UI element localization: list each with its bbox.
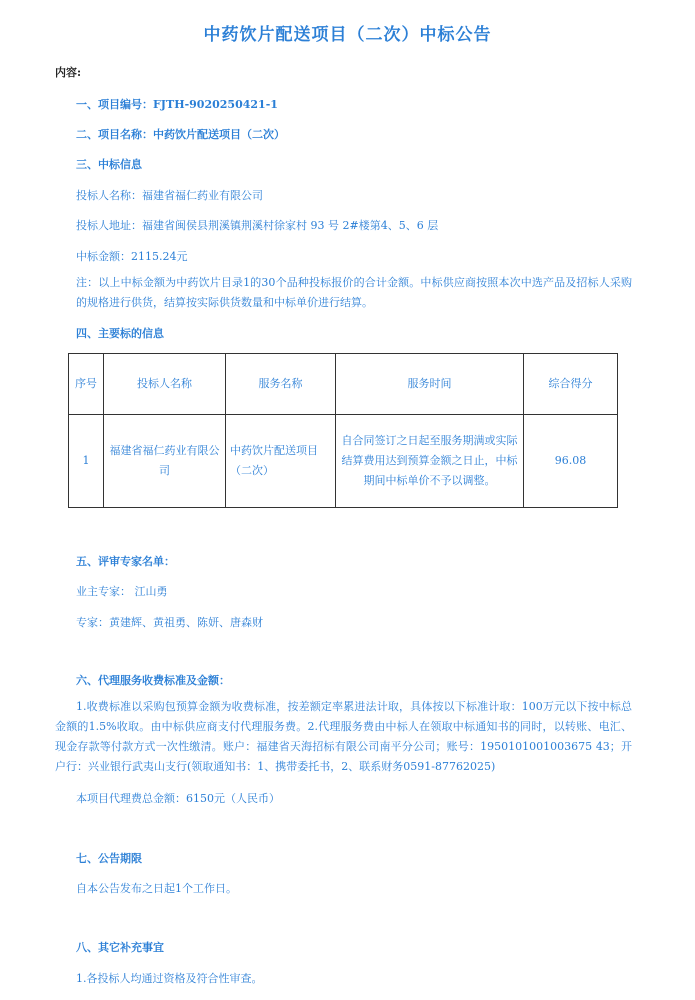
header-seq: 序号 bbox=[69, 354, 104, 415]
header-service-time: 服务时间 bbox=[336, 354, 524, 415]
cell-bidder: 福建省福仁药业有限公司 bbox=[104, 415, 226, 508]
section-fee-heading: 六、代理服务收费标准及金额： bbox=[76, 674, 230, 687]
header-score: 综合得分 bbox=[524, 354, 618, 415]
section-period-heading: 七、公告期限 bbox=[76, 852, 142, 865]
cell-service-time: 自合同签订之日起至服务期满或实际结算费用达到预算金额之日止，中标期间中标单价不予以调整。 bbox=[336, 415, 524, 508]
header-service-name: 服务名称 bbox=[226, 354, 336, 415]
cell-service-name: 中药饮片配送项目（二次） bbox=[226, 415, 336, 508]
section-main-subject-heading: 四、主要标的信息 bbox=[76, 327, 164, 340]
bidder-name: 投标人名称：福建省福仁药业有限公司 bbox=[76, 189, 263, 202]
supplementary-text: 1.各投标人均通过资格及符合性审查。 bbox=[76, 972, 263, 985]
announcement-title: 中药饮片配送项目（二次）中标公告 bbox=[203, 25, 492, 45]
section-experts-heading: 五、评审专家名单： bbox=[76, 555, 175, 568]
expert-list: 专家：黄建辉、黄祖勇、陈妍、唐森财 bbox=[76, 616, 263, 629]
table-row bbox=[69, 415, 618, 508]
fee-total: 本项目代理费总金额：6150元（人民币） bbox=[76, 792, 280, 805]
owner-expert: 业主专家： 江山勇 bbox=[76, 585, 168, 598]
bidder-address: 投标人地址：福建省闽侯县荆溪镇荆溪村徐家村 93 号 2#楼第4、5、6 层 bbox=[76, 219, 439, 232]
content-label: 内容: bbox=[55, 66, 82, 79]
cell-score: 96.08 bbox=[524, 415, 618, 508]
fee-details: 1.收费标准以采购包预算金额为收费标准，按差额定率累进法计取，具体按以下标准计取：100万元以下按中标总金额的1.5%收取。由中标供应商支付代理服务费。2.代理服务费由中标人在领取中标通知书的同时，以转账、电汇、现金存款等付款方式一次性缴清。账户：福建省天海招标有限公司南平分公司；账号：1950101001003675 43；开户行：兴业银行武夷山支行(领取通知书：1、携带委托书，2、联系财务0591-87762025) bbox=[55, 700, 632, 773]
period-text: 自本公告发布之日起1个工作日。 bbox=[76, 882, 237, 895]
table-header-row bbox=[69, 354, 618, 415]
bid-amount: 中标金额：2115.24元 bbox=[76, 250, 188, 263]
header-bidder: 投标人名称 bbox=[104, 354, 226, 415]
section-supplementary-heading: 八、其它补充事宜 bbox=[76, 941, 164, 954]
section-project-name: 二、项目名称：中药饮片配送项目（二次） bbox=[76, 128, 285, 141]
cell-seq: 1 bbox=[69, 415, 104, 508]
bid-note: 注：以上中标金额为中药饮片目录1的30个品种投标报价的合计金额。中标供应商按照本次中选产品及招标人采购的规格进行供货，结算按实际供货数量和中标单价进行结算。 bbox=[76, 276, 632, 309]
section-project-number: 一、项目编号：FJTH-9020250421-1 bbox=[76, 98, 278, 111]
subject-table bbox=[68, 353, 618, 508]
section-bid-info-heading: 三、中标信息 bbox=[76, 158, 142, 171]
